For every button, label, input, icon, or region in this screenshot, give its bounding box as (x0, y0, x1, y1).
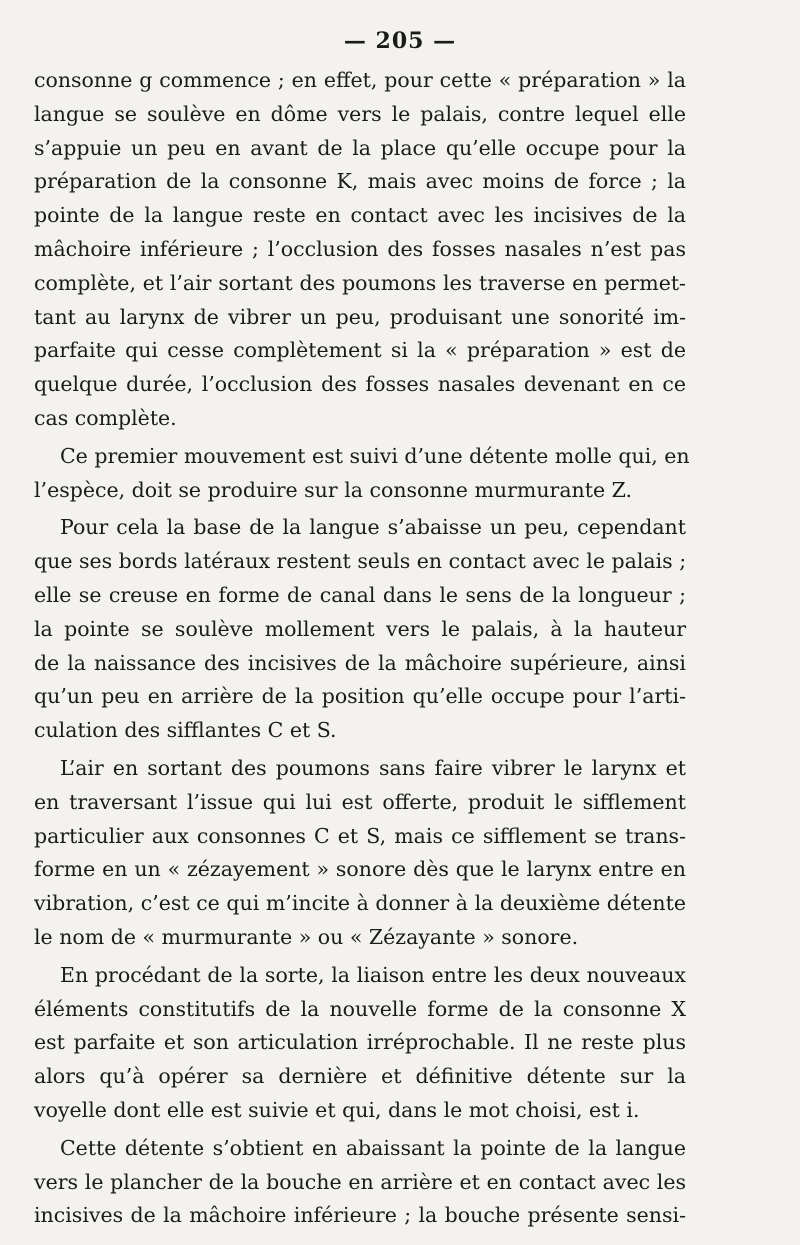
text-line: parfaite qui cesse complètement si la « préparation » est de (34, 338, 686, 363)
text-line: que ses bords latéraux restent seuls en contact avec le palais ; (34, 549, 687, 574)
text-line: incisives de la mâchoire inférieure ; la bouche présente sensi- (34, 1203, 686, 1228)
body-text (34, 64, 690, 1233)
text-line: en traversant l’issue qui lui est offerte, produit le sifflement (34, 789, 686, 814)
text-line: Ce premier mouvement est suivi d’une détente molle qui, en (60, 443, 690, 468)
text-line: langue se soulève en dôme vers le palais, contre lequel elle (34, 101, 686, 126)
text-line: qu’un peu en arrière de la position qu’elle occupe pour l’arti- (34, 684, 686, 709)
text-line: voyelle dont elle est suivie et qui, dans le mot choisi, est i. (34, 1097, 640, 1122)
text-line: alors qu’à opérer sa dernière et définitive détente sur la (34, 1064, 686, 1089)
paragraph (34, 752, 686, 955)
text-line: Cette détente s’obtient en abaissant la pointe de la langue (60, 1135, 686, 1160)
paragraph (34, 1132, 686, 1233)
text-line: Pour cela la base de la langue s’abaisse un peu, cependant (60, 515, 686, 540)
text-line: s’appuie un peu en avant de la place qu’elle occupe pour la (34, 135, 686, 160)
text-line: tant au larynx de vibrer un peu, produisant une sonorité im- (34, 304, 686, 329)
text-line: l’espèce, doit se produire sur la consonne murmurante Z. (34, 477, 633, 502)
paragraph (34, 64, 686, 436)
text-line: L’air en sortant des poumons sans faire vibrer le larynx et (60, 755, 686, 780)
text-line: culation des sifflantes C et S. (34, 718, 337, 743)
text-line: éléments constitutifs de la nouvelle forme de la consonne X (34, 996, 686, 1021)
text-line: vibration, c’est ce qui m’incite à donner à la deuxième détente (34, 891, 686, 916)
text-line: de la naissance des incisives de la mâchoire supérieure, ainsi (34, 650, 686, 675)
text-line: particulier aux consonnes C et S, mais ce sifflement se trans- (34, 823, 686, 848)
text-line: En procédant de la sorte, la liaison entre les deux nouveaux (60, 962, 686, 987)
text-line: la pointe se soulève mollement vers le palais, à la hauteur (34, 616, 686, 641)
text-line: pointe de la langue reste en contact avec les incisives de la (34, 203, 686, 228)
text-line: le nom de « murmurante » ou « Zézayante » sonore. (34, 924, 579, 949)
text-line: cas complète. (34, 405, 177, 430)
text-line: mâchoire inférieure ; l’occlusion des fosses nasales n’est pas (34, 236, 686, 261)
paragraph (34, 440, 690, 508)
page-number: — 205 — (343, 28, 457, 54)
paragraph (34, 959, 686, 1128)
text-line: elle se creuse en forme de canal dans le sens de la longueur ; (34, 582, 686, 607)
text-line: forme en un « zézayement » sonore dès que le larynx entre en (34, 857, 686, 882)
text-line: consonne g commence ; en effet, pour cette « préparation » la (34, 68, 686, 92)
text-line: quelque durée, l’occlusion des fosses nasales devenant en ce (34, 372, 686, 397)
text-line: est parfaite et son articulation irréprochable. Il ne reste plus (34, 1030, 686, 1055)
paragraph (34, 511, 686, 748)
text-line: préparation de la consonne K, mais avec moins de force ; la (34, 169, 686, 194)
text-line: complète, et l’air sortant des poumons les traverse en permet- (34, 270, 686, 295)
text-line: vers le plancher de la bouche en arrière et en contact avec les (34, 1169, 686, 1194)
